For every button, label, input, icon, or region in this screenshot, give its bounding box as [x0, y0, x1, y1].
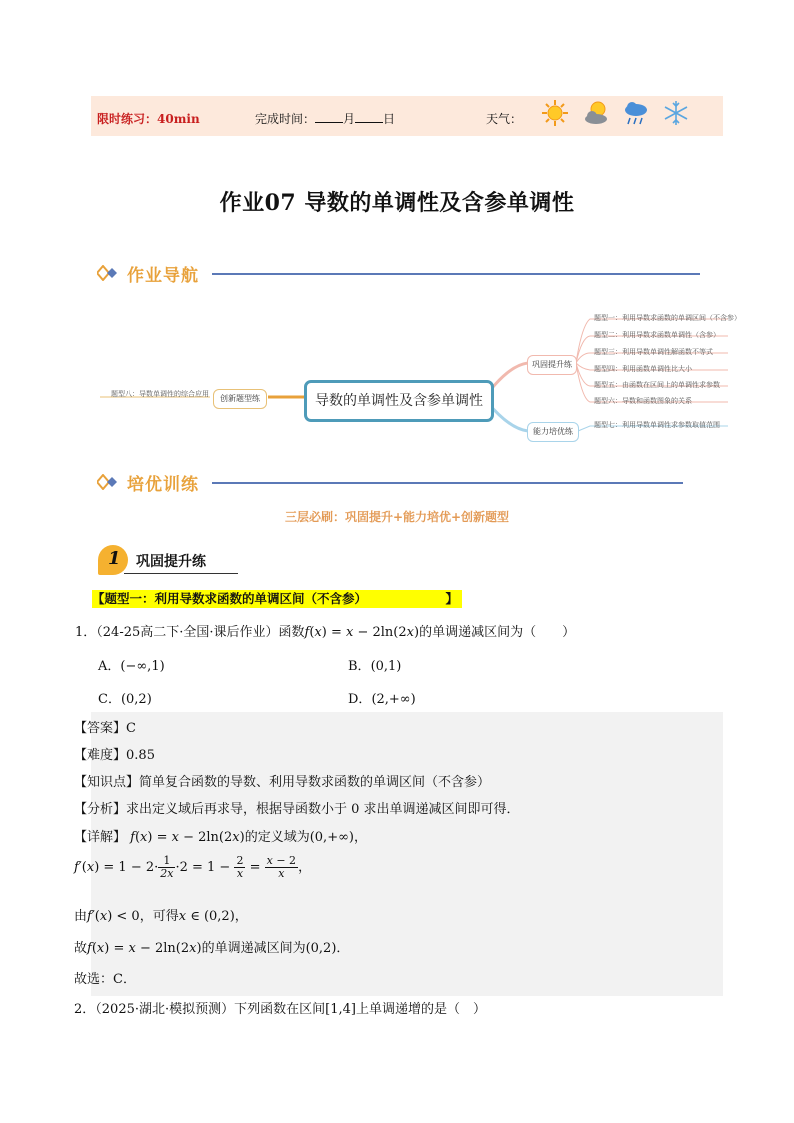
- result-interval: (0,2): [305, 941, 337, 956]
- sun-cloud-icon: [582, 98, 612, 128]
- knowledge-line: [74, 771, 490, 790]
- difficulty-line: [74, 744, 155, 763]
- level-number: 1: [108, 548, 121, 569]
- result-set: x ∈ (0,2): [178, 909, 235, 924]
- option-a[interactable]: [98, 655, 165, 674]
- mindmap-branch-innovation: 创新题型练: [213, 389, 267, 409]
- section-title: 培优训练: [127, 475, 199, 495]
- option-b[interactable]: [348, 655, 401, 674]
- function-expression: f(x) = x − 2ln(2x): [130, 830, 245, 845]
- analysis-value: 求出定义域后再求导，根据导函数小于 0 求出单调递减区间即可得．: [126, 802, 520, 817]
- level-title: 巩固提升练: [136, 554, 206, 570]
- mindmap-branch-ability: 能力培优练: [527, 422, 579, 442]
- text: ，可得: [139, 909, 179, 924]
- mindmap-leaf-7: 题型七：利用导数单调性求参数取值范围: [594, 421, 720, 429]
- derivative-line: f′(x) = 1 − 2· $\frac{1}{2x}$ ·2 = 1 − $\frac{2}{x}$ = $\frac{x - 2}{x}$ ，: [74, 854, 312, 881]
- derivative-expression: f′(x) = 1 − 2· $\frac{1}{2x}$ ·2 = 1 − $\frac{2}{x}$ = $\frac{x - 2}{x}$: [74, 854, 297, 881]
- question-type-bar: [92, 590, 462, 608]
- mindmap-leaf-2: 题型二：利用导数求函数单调性（含参）: [594, 331, 720, 339]
- completion-time-label: 完成时间：: [255, 112, 316, 126]
- section-title: 作业导航: [127, 266, 199, 286]
- detail-line-4: 故f(x) = x − 2ln(2x)的单调递减区间为(0,2)．: [74, 941, 350, 956]
- mindmap-leaf-6: 题型六：导数和函数图象的关系: [594, 397, 692, 405]
- option-value: (2,+∞): [371, 692, 416, 707]
- practice-banner: [91, 96, 723, 136]
- detail-line-3: 由f′(x) < 0，可得x ∈ (0,2)，: [74, 909, 248, 924]
- option-label: A．: [98, 659, 121, 674]
- domain-interval: (0,+∞): [309, 830, 354, 845]
- option-label: D．: [348, 692, 372, 707]
- question-1-stem: [75, 621, 575, 640]
- rain-cloud-icon: [621, 98, 651, 128]
- question-2-interval: [1,4]: [325, 1002, 356, 1017]
- text: 的单调递减区间为: [201, 941, 306, 956]
- answer-tag: 【答案】: [74, 721, 127, 736]
- question-2-prompt: 上单调递增的是（ ）: [355, 1002, 486, 1017]
- detail-tag: 【详解】: [74, 830, 127, 845]
- option-label: B．: [348, 659, 371, 674]
- month-blank: [315, 112, 343, 123]
- domain-text: 的定义域为: [244, 830, 310, 845]
- sun-icon: [540, 98, 570, 128]
- diamond-bullet-icon: [97, 265, 121, 281]
- document-title: 作业07 导数的单调性及含参单调性: [219, 190, 575, 216]
- option-value: (0,1): [370, 659, 402, 674]
- three-tier-subtitle: 三层必刷：巩固提升+能力培优+创新题型: [284, 510, 510, 524]
- diamond-bullet-icon: [97, 474, 121, 490]
- text: 由: [74, 909, 88, 924]
- knowledge-value: 简单复合函数的导数、利用导数求函数的单调区间（不含参）: [139, 775, 491, 790]
- mindmap-leaf-4: 题型四：利用函数单调性比大小: [594, 365, 692, 373]
- section-header-nav: [97, 260, 702, 286]
- day-label: 日: [383, 112, 396, 126]
- knowledge-tag: 【知识点】: [74, 775, 140, 790]
- option-d[interactable]: [348, 688, 416, 707]
- option-value: (0,2): [120, 692, 152, 707]
- question-1-source: 1．（24-25高二下·全国·课后作业）函数: [75, 625, 305, 640]
- difficulty-value: 0.85: [126, 748, 155, 763]
- question-2-source: 2．（2025·湖北·模拟预测）下列函数在区间: [74, 1002, 326, 1017]
- analysis-tag: 【分析】: [74, 802, 127, 817]
- time-limit: 限时练习：40min: [97, 112, 200, 126]
- text: 故: [74, 941, 88, 956]
- answer-value: C: [126, 721, 136, 736]
- detail-line-1: 【详解】 f(x) = x − 2ln(2x)的定义域为(0,+∞)，: [74, 830, 368, 845]
- function-expression: f(x) = x − 2ln(2x): [87, 941, 202, 956]
- question-type-label: 【题型一：利用导数求函数的单调区间（不含参）: [92, 591, 368, 606]
- section-header-training: [97, 469, 687, 495]
- answer-line: [74, 717, 136, 736]
- mindmap-center: 导数的单调性及含参单调性: [304, 380, 494, 422]
- mindmap-leaf-3: 题型三：利用导数单调性解函数不等式: [594, 348, 713, 356]
- difficulty-tag: 【难度】: [74, 748, 127, 763]
- level-header: [98, 545, 238, 575]
- mindmap-left-leaf: 题型八：导数单调性的综合应用: [111, 390, 209, 398]
- analysis-line: [74, 798, 520, 817]
- section-divider: [212, 273, 700, 275]
- option-value: (−∞,1): [120, 659, 165, 674]
- day-blank: [355, 112, 383, 123]
- option-c[interactable]: [98, 688, 152, 707]
- question-1-prompt: 的单调递减区间为（ ）: [419, 625, 576, 640]
- mindmap-leaf-5: 题型五：由函数在区间上的单调性求参数: [594, 381, 720, 389]
- mindmap-leaf-1: 题型一：利用导数求函数的单调区间（不含参）: [594, 314, 741, 322]
- inequality: f′(x) < 0: [87, 909, 140, 924]
- mindmap-branch-consolidate: 巩固提升练: [527, 355, 577, 375]
- weather-label: 天气：: [486, 112, 523, 126]
- completion-time: [255, 110, 395, 127]
- question-2-stem: [74, 998, 486, 1017]
- section-divider: [212, 482, 683, 484]
- snowflake-icon: [661, 98, 691, 128]
- month-label: 月: [343, 112, 356, 126]
- level-underline: [124, 573, 238, 574]
- function-expression: f(x) = x − 2ln(2x): [304, 625, 420, 640]
- choose-line: 故选：C．: [74, 972, 136, 987]
- question-type-bracket: 】: [445, 591, 458, 606]
- option-label: C．: [98, 692, 121, 707]
